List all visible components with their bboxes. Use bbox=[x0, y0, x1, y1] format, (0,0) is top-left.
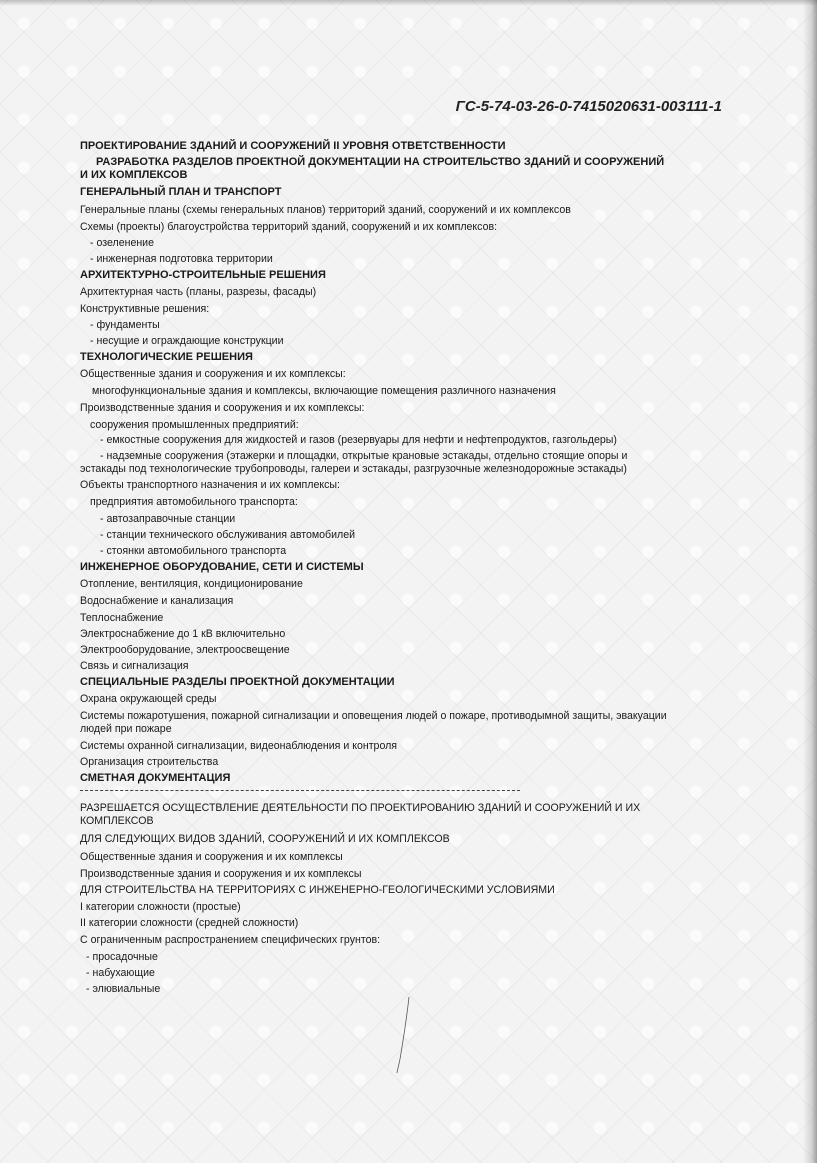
text-line: сооружения промышленных предприятий: bbox=[90, 419, 299, 431]
heading-project-docs: РАЗРАБОТКА РАЗДЕЛОВ ПРОЕКТНОЙ ДОКУМЕНТАЦИИ НА СТРОИТЕЛЬСТВО ЗДАНИЙ И СООРУЖЕНИЙ И ИХ КОМПЛЕКСОВ bbox=[80, 156, 665, 181]
list-item: - емкостные сооружения для жидкостей и газов (резервуары для нефти и нефтепродуктов, газгольдеры) bbox=[100, 434, 617, 446]
heading-architecture: АРХИТЕКТУРНО-СТРОИТЕЛЬНЫЕ РЕШЕНИЯ bbox=[80, 269, 326, 281]
scan-edge-top bbox=[0, 0, 817, 6]
text-line: Объекты транспортного назначения и их комплексы: bbox=[80, 479, 340, 491]
heading-estimates: СМЕТНАЯ ДОКУМЕНТАЦИЯ bbox=[80, 772, 231, 784]
text-line: Производственные здания и сооружения и их комплексы bbox=[80, 868, 362, 880]
section-divider bbox=[80, 790, 520, 791]
text-line: Электроснабжение до 1 кВ включительно bbox=[80, 628, 286, 640]
heading-geology: ДЛЯ СТРОИТЕЛЬСТВА НА ТЕРРИТОРИЯХ С ИНЖЕНЕРНО-ГЕОЛОГИЧЕСКИМИ УСЛОВИЯМИ bbox=[80, 884, 555, 896]
text-line: Организация строительства bbox=[80, 756, 219, 768]
document-number: ГС-5-74-03-26-0-7415020631-003111-1 bbox=[455, 98, 722, 115]
text-line: Конструктивные решения: bbox=[80, 303, 210, 315]
text-line: С ограниченным распространением специфических грунтов: bbox=[80, 934, 381, 946]
pen-stroke-mark bbox=[395, 995, 415, 1075]
text-line: Водоснабжение и канализация bbox=[80, 595, 234, 607]
text-line: Общественные здания и сооружения и их комплексы: bbox=[80, 368, 346, 380]
text-line: II категории сложности (средней сложности) bbox=[80, 917, 299, 929]
heading-permission: РАЗРЕШАЕТСЯ ОСУЩЕСТВЛЕНИЕ ДЕЯТЕЛЬНОСТИ ПО ПРОЕКТИРОВАНИЮ ЗДАНИЙ И СООРУЖЕНИЙ И ИХ КОМПЛЕКСОВ bbox=[80, 802, 641, 827]
text-line: Электрооборудование, электроосвещение bbox=[80, 644, 290, 656]
text-line: Системы пожаротушения, пожарной сигнализации и оповещения людей о пожаре, противодымной защиты, эвакуации людей при пожаре bbox=[80, 710, 667, 735]
text-line: предприятия автомобильного транспорта: bbox=[90, 496, 298, 508]
list-item: - надземные сооружения (этажерки и площадки, открытые крановые эстакады, отдельно стоящие опоры и эстакады под технологические трубопроводы, галереи и эстакады, разгрузочные железнодорожные эстакады) bbox=[80, 450, 628, 475]
heading-design-level: ПРОЕКТИРОВАНИЕ ЗДАНИЙ И СООРУЖЕНИЙ II УРОВНЯ ОТВЕТСТВЕННОСТИ bbox=[80, 140, 506, 152]
heading-general-plan: ГЕНЕРАЛЬНЫЙ ПЛАН И ТРАНСПОРТ bbox=[80, 186, 282, 198]
list-item: - инженерная подготовка территории bbox=[90, 253, 273, 265]
text-line: Связь и сигнализация bbox=[80, 660, 189, 672]
text-line: I категории сложности (простые) bbox=[80, 901, 241, 913]
list-item: - несущие и ограждающие конструкции bbox=[90, 335, 284, 347]
text-line: Системы охранной сигнализации, видеонаблюдения и контроля bbox=[80, 740, 398, 752]
text-line: Архитектурная часть (планы, разрезы, фасады) bbox=[80, 286, 317, 298]
text-line: Общественные здания и сооружения и их комплексы bbox=[80, 851, 343, 863]
text-line: Отопление, вентиляция, кондиционирование bbox=[80, 578, 303, 590]
heading-building-types: ДЛЯ СЛЕДУЮЩИХ ВИДОВ ЗДАНИЙ, СООРУЖЕНИЙ И ИХ КОМПЛЕКСОВ bbox=[80, 833, 450, 845]
text-line: Теплоснабжение bbox=[80, 612, 164, 624]
text-line: Производственные здания и сооружения и их комплексы: bbox=[80, 402, 365, 414]
scan-edge-right bbox=[803, 0, 817, 1163]
text-line: Генеральные планы (схемы генеральных планов) территорий зданий, сооружений и их комплексов bbox=[80, 204, 571, 216]
text-line: Охрана окружающей среды bbox=[80, 693, 217, 705]
list-item: - станции технического обслуживания автомобилей bbox=[100, 529, 356, 541]
list-item: - озеленение bbox=[90, 237, 154, 249]
list-item: - автозаправочные станции bbox=[100, 513, 236, 525]
list-item: - стоянки автомобильного транспорта bbox=[100, 545, 287, 557]
heading-special-sections: СПЕЦИАЛЬНЫЕ РАЗДЕЛЫ ПРОЕКТНОЙ ДОКУМЕНТАЦИИ bbox=[80, 676, 395, 688]
heading-technology: ТЕХНОЛОГИЧЕСКИЕ РЕШЕНИЯ bbox=[80, 351, 253, 363]
text-line: многофункциональные здания и комплексы, включающие помещения различного назначения bbox=[92, 385, 556, 397]
list-item: - фундаменты bbox=[90, 319, 160, 331]
text-line: Схемы (проекты) благоустройства территорий зданий, сооружений и их комплексов: bbox=[80, 221, 498, 233]
list-item: - элювиальные bbox=[86, 983, 161, 995]
list-item: - набухающие bbox=[86, 967, 155, 979]
heading-engineering: ИНЖЕНЕРНОЕ ОБОРУДОВАНИЕ, СЕТИ И СИСТЕМЫ bbox=[80, 561, 364, 573]
list-item: - просадочные bbox=[86, 951, 158, 963]
